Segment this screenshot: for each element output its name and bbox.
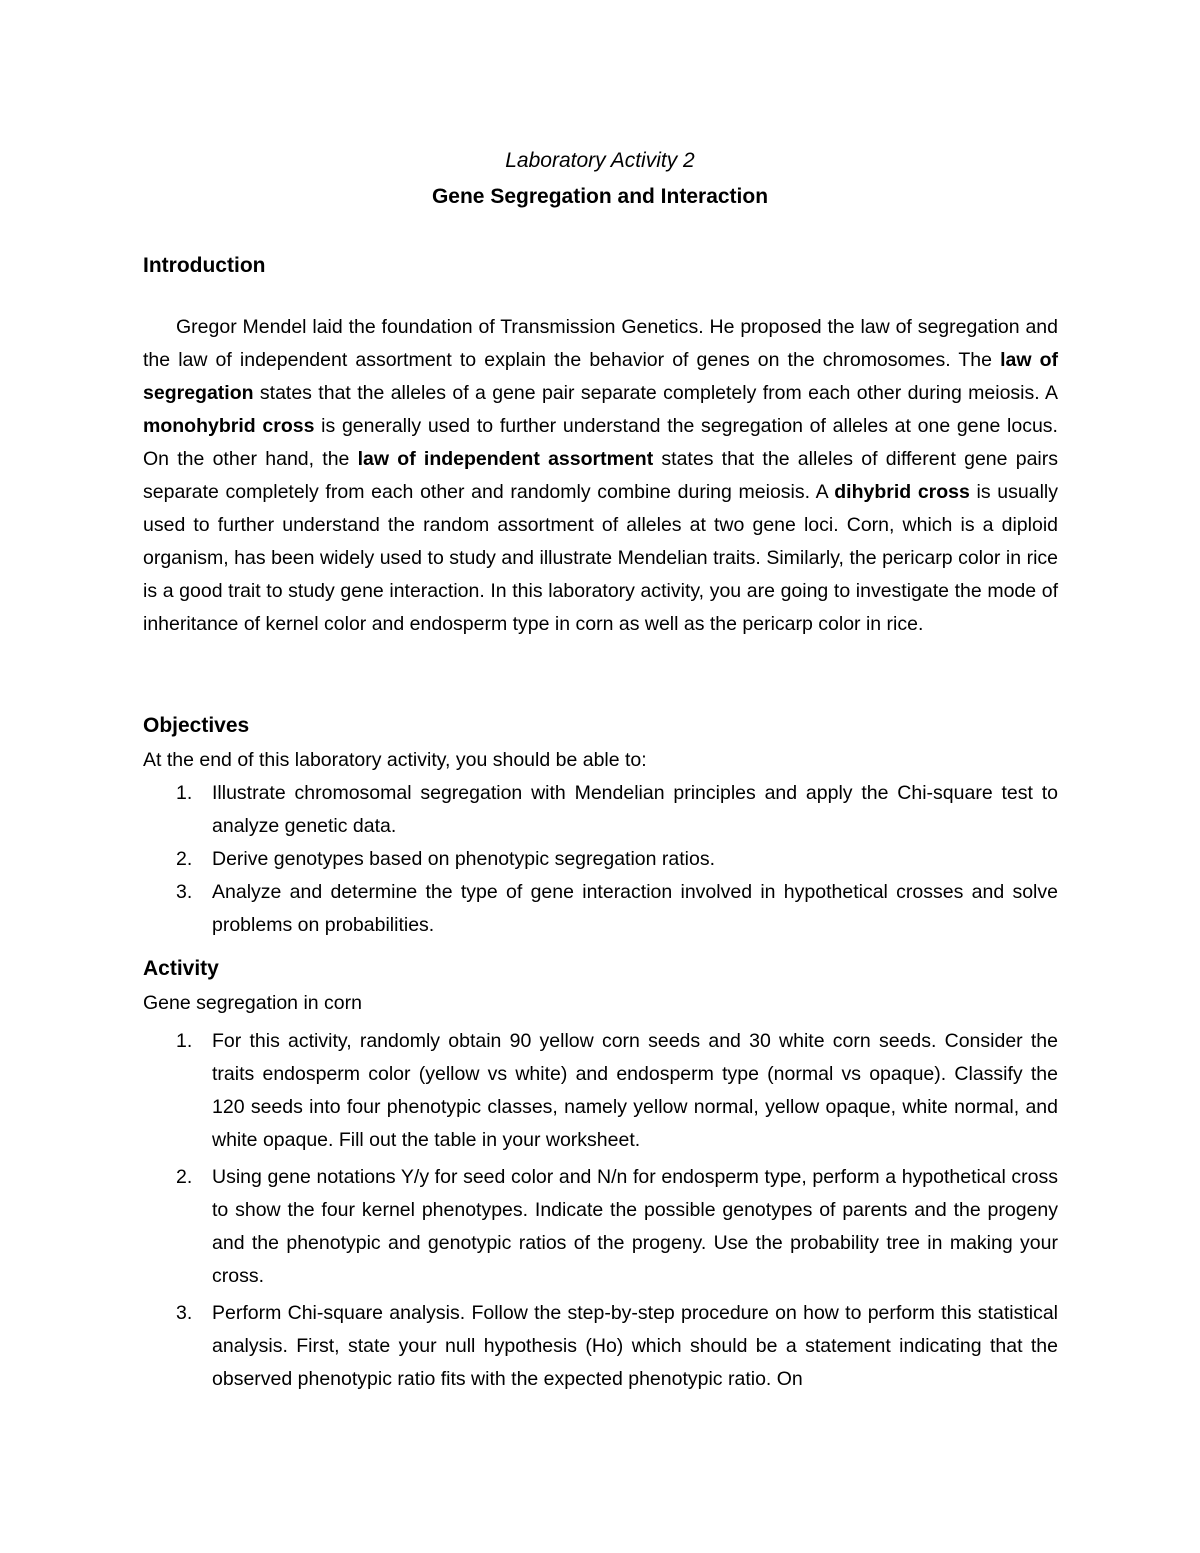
list-item — [143, 1297, 1058, 1396]
list-item — [143, 777, 1058, 843]
activity-heading: Activity — [143, 957, 219, 980]
list-text: Derive genotypes based on phenotypic segregation ratios. — [212, 848, 715, 870]
activity-subheading: Gene segregation in corn — [143, 992, 362, 1014]
list-item — [143, 843, 1058, 876]
list-number: 2. — [176, 848, 193, 870]
term-law-of-segregation: law of segregation — [143, 349, 1058, 404]
intro-text-5: is usually used to further understand the random assortment of alleles at two gene loci. Corn, which is a diploid organism, has been widely used to study and illustrate Mendelian traits. Similarly, the pericarp color in rice is a good trait to study gene interaction. In this laboratory activity, you are going to investigate the mode of inheritance of kernel color and endosperm type in corn as well as the pericarp color in rice. — [143, 481, 1058, 635]
list-text: For this activity, randomly obtain 90 yellow corn seeds and 30 white corn seeds. Consider the traits endosperm color (yellow vs white) and endosperm type (normal vs opaque). Classify the 120 seeds into four phenotypic classes, namely yellow normal, yellow opaque, white normal, and white opaque. Fill out the table in your worksheet. — [212, 1030, 1058, 1151]
list-number: 1. — [176, 1030, 193, 1052]
introduction-heading: Introduction — [143, 254, 266, 277]
list-item — [143, 1025, 1058, 1157]
list-text: Using gene notations Y/y for seed color and N/n for endosperm type, perform a hypothetical cross to show the four kernel phenotypes. Indicate the possible genotypes of parents and the progeny and the phenotypic and genotypic ratios of the progeny. Use the probability tree in making your cross. — [212, 1166, 1058, 1287]
list-text: Illustrate chromosomal segregation with Mendelian principles and apply the Chi-square test to analyze genetic data. — [212, 782, 1058, 837]
document-title: Gene Segregation and Interaction — [431, 185, 769, 208]
list-item — [143, 1161, 1058, 1293]
introduction-paragraph — [143, 311, 1058, 641]
list-number: 1. — [176, 782, 193, 804]
document-subtitle: Laboratory Activity 2 — [505, 149, 695, 172]
intro-text-1: Gregor Mendel laid the foundation of Transmission Genetics. He proposed the law of segregation and the law of independent assortment to explain the behavior of genes on the chromosomes. The — [143, 316, 1058, 371]
term-monohybrid-cross: monohybrid cross — [143, 415, 315, 437]
objectives-list — [143, 777, 1058, 942]
intro-text-3: is generally used to further understand the segregation of alleles at one gene locus. On the other hand, the — [143, 415, 1058, 470]
list-number: 2. — [176, 1166, 193, 1188]
list-number: 3. — [176, 881, 193, 903]
list-item — [143, 876, 1058, 942]
objectives-heading: Objectives — [143, 714, 250, 737]
objectives-lead: At the end of this laboratory activity, you should be able to: — [143, 749, 647, 771]
term-dihybrid-cross: dihybrid cross — [834, 481, 970, 503]
list-text: Perform Chi-square analysis. Follow the step-by-step procedure on how to perform this statistical analysis. First, state your null hypothesis (Ho) which should be a statement indicating that the observed phenotypic ratio fits with the expected phenotypic ratio. On — [212, 1302, 1058, 1390]
intro-text-4: states that the alleles of different gene pairs separate completely from each other and randomly combine during meiosis. A — [143, 448, 1058, 503]
list-text: Analyze and determine the type of gene interaction involved in hypothetical crosses and solve problems on probabilities. — [212, 881, 1058, 936]
intro-text-2: states that the alleles of a gene pair separate completely from each other during meiosis. A — [253, 382, 1058, 404]
term-law-of-independent-assortment: law of independent assortment — [357, 448, 654, 470]
activity-list — [143, 1025, 1058, 1396]
list-number: 3. — [176, 1302, 193, 1324]
